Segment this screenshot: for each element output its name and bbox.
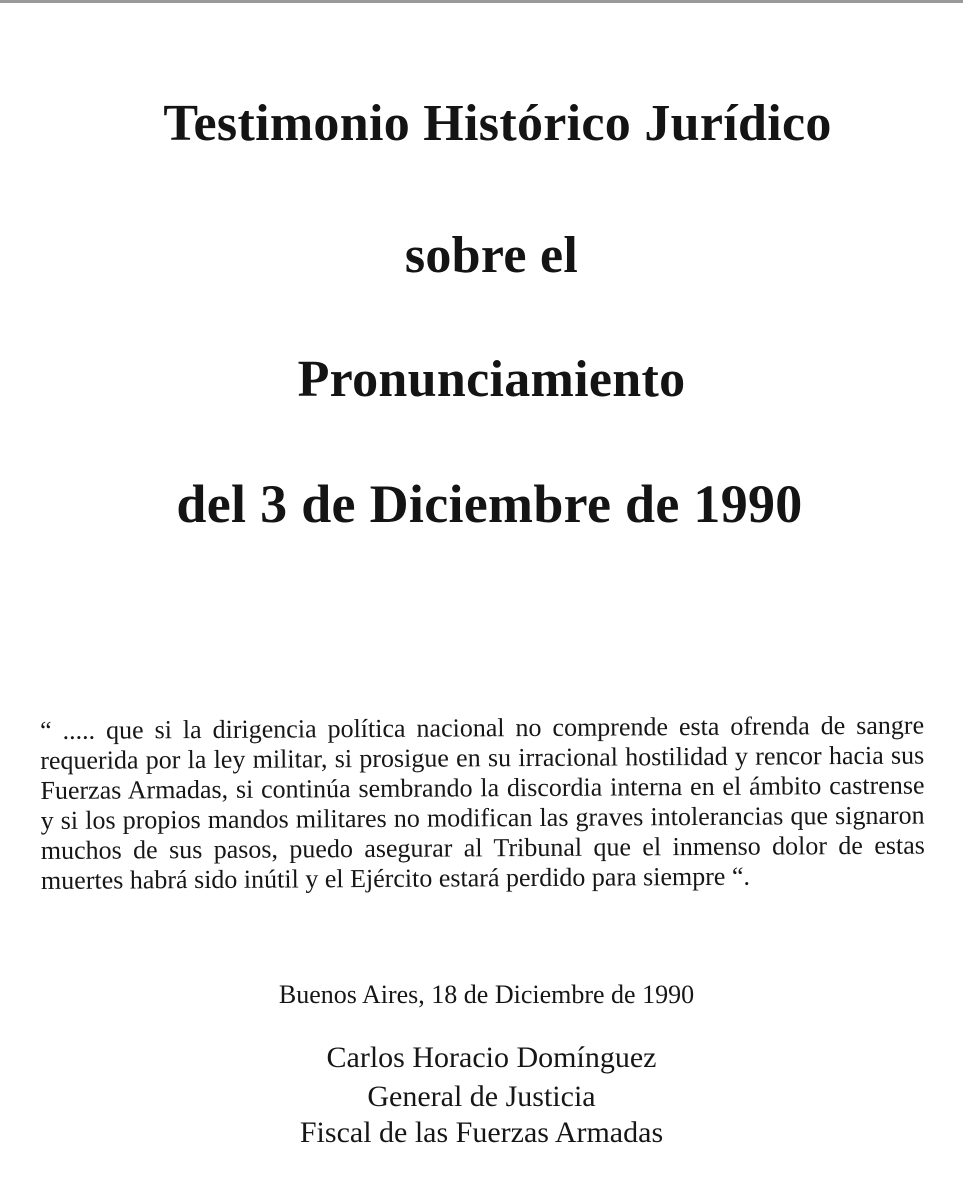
title-line-3: Pronunciamiento: [297, 351, 686, 408]
signatory-rank: General de Justicia: [367, 1080, 596, 1113]
signatory-name: Carlos Horacio Domínguez: [326, 1041, 657, 1074]
scan-top-edge: [0, 0, 963, 3]
title-line-1: Testimonio Histórico Jurídico: [163, 95, 832, 152]
title-line-2: sobre el: [404, 227, 579, 284]
signatory-office: Fiscal de las Fuerzas Armadas: [299, 1116, 664, 1149]
quote-paragraph: “ ..... que si la dirigencia política nacional no comprende esta ofrenda de sangre requerida por la ley militar, si prosigue en su irracional hostilidad y rencor hacia sus Fuerzas Armadas, si continúa sembrando la discordia interna en el ámbito castrense y si los propios mandos militares no modifican las graves intolerancias que signaron muchos de sus pasos, puedo asegurar al Tribunal que el inmenso dolor de estas muertes habrá sido inútil y el Ejército estará perdido para siempre “.: [40, 710, 925, 895]
title-line-4: del 3 de Diciembre de 1990: [176, 474, 803, 534]
place-and-date: Buenos Aires, 18 de Diciembre de 1990: [278, 980, 695, 1009]
